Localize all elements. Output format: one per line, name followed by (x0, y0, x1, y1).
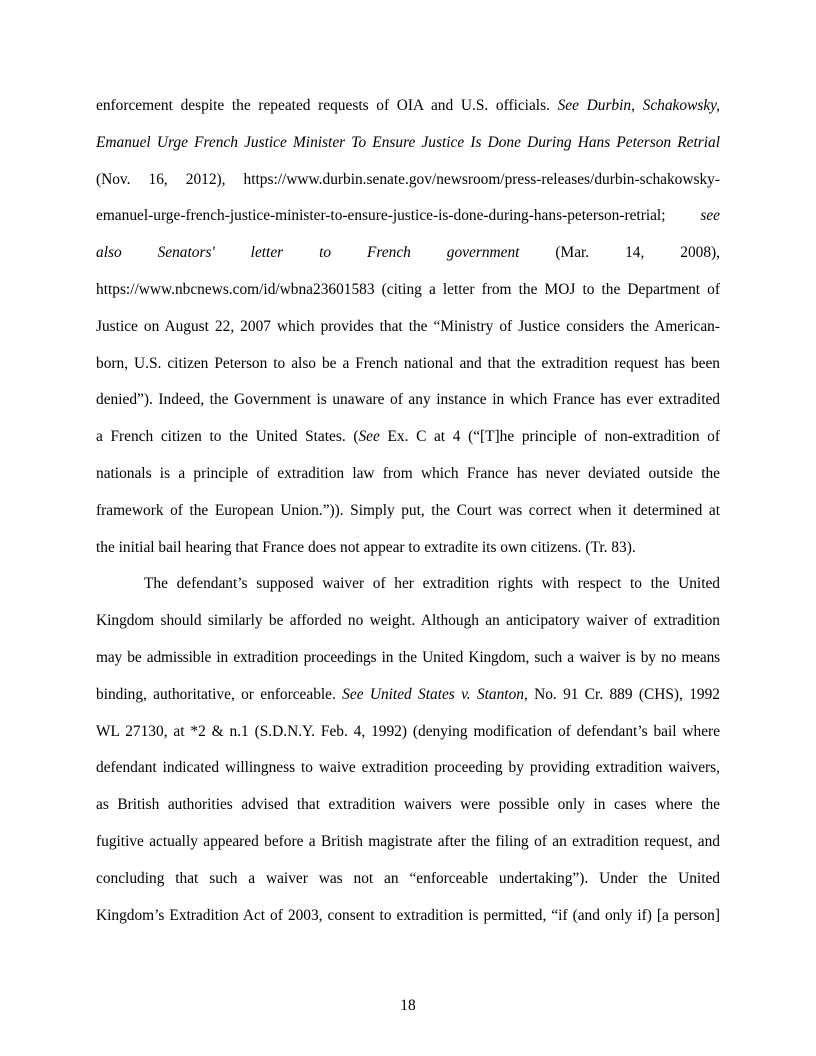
text-line-5 (96, 243, 720, 263)
text-run: https://www.nbcnews.com/id/wbna23601583 (citing a letter from the MOJ to the Department of (96, 281, 720, 298)
text-line-6 (96, 280, 720, 300)
text-line-23 (96, 906, 720, 926)
text-line-11 (96, 464, 720, 484)
text-line-13 (96, 538, 720, 558)
text-run: the initial bail hearing that France does not appear to extradite its own citizens. (Tr. 83). (96, 539, 636, 556)
text-run: Kingdom should similarly be afforded no weight. Although an anticipatory waiver of extradition (96, 612, 720, 629)
text-run: nationals is a principle of extradition law from which France has never deviated outside the (96, 465, 720, 482)
text-run: Justice on August 22, 2007 which provides that the “Ministry of Justice considers the American- (96, 318, 720, 335)
text-run: a French citizen to the United States. ( (96, 428, 359, 445)
text-line-1 (96, 96, 720, 116)
text-run: The defendant’s supposed waiver of her extradition rights with respect to the United (144, 575, 720, 592)
text-line-4 (96, 206, 720, 226)
text-run: WL 27130, at *2 & n.1 (S.D.N.Y. Feb. 4, 1992) (denying modification of defendant’s bail where (96, 723, 720, 740)
citation-italic: also Senators' letter to French government (96, 244, 520, 261)
text-line-19 (96, 758, 720, 778)
citation-italic: See (358, 428, 380, 445)
text-line-15 (96, 611, 720, 631)
text-run: as British authorities advised that extradition waivers were possible only in cases where the (96, 796, 720, 813)
citation-italic: See United States v. Stanton (342, 686, 524, 703)
text-line-21 (96, 832, 720, 852)
text-line-17 (96, 685, 720, 705)
page-number: 18 (400, 997, 416, 1014)
text-run: may be admissible in extradition proceedings in the United Kingdom, such a waiver is by no means (96, 649, 720, 666)
text-run: (Mar. 14, 2008), (519, 244, 720, 261)
text-line-3 (96, 170, 720, 190)
citation-italic: Emanuel Urge French Justice Minister To Ensure Justice Is Done During Hans Peterson Retrial (96, 134, 720, 151)
text-line-12 (96, 501, 720, 521)
text-line-18 (96, 722, 720, 742)
text-run: framework of the European Union.”)). Simply put, the Court was correct when it determined at (96, 502, 720, 519)
text-line-10 (96, 427, 720, 447)
text-line-7 (96, 317, 720, 337)
text-run: denied”). Indeed, the Government is unaware of any instance in which France has ever extradited (96, 391, 720, 408)
text-run: fugitive actually appeared before a British magistrate after the filing of an extradition request, and (96, 833, 720, 850)
text-run: Ex. C at 4 (“[T]he principle of non-extradition of (379, 428, 720, 445)
text-run: binding, authoritative, or enforceable. (96, 686, 343, 703)
text-run: defendant indicated willingness to waive extradition proceeding by providing extradition waivers, (96, 759, 720, 776)
citation-italic: see (700, 207, 720, 224)
text-run: Kingdom’s Extradition Act of 2003, consent to extradition is permitted, “if (and only if) [a person] (96, 907, 720, 924)
text-run: , No. 91 Cr. 889 (CHS), 1992 (523, 686, 720, 703)
text-line-9 (96, 390, 720, 410)
text-line-8 (96, 354, 720, 374)
text-run: (Nov. 16, 2012), https://www.durbin.senate.gov/newsroom/press-releases/durbin-schakowsky- (96, 171, 720, 188)
text-line-2 (96, 133, 720, 153)
text-line-20 (96, 795, 720, 815)
text-run: concluding that such a waiver was not an “enforceable undertaking”). Under the United (96, 870, 720, 887)
citation-italic: See Durbin, Schakowsky, (557, 97, 720, 114)
text-line-22 (96, 869, 720, 889)
text-line-16 (96, 648, 720, 668)
text-run: emanuel-urge-french-justice-minister-to-ensure-justice-is-done-during-hans-peterson-retrial; (96, 207, 701, 224)
text-run: enforcement despite the repeated requests of OIA and U.S. officials. (96, 97, 558, 114)
text-run: born, U.S. citizen Peterson to also be a French national and that the extradition request has been (96, 355, 720, 372)
text-line-14 (96, 574, 720, 594)
